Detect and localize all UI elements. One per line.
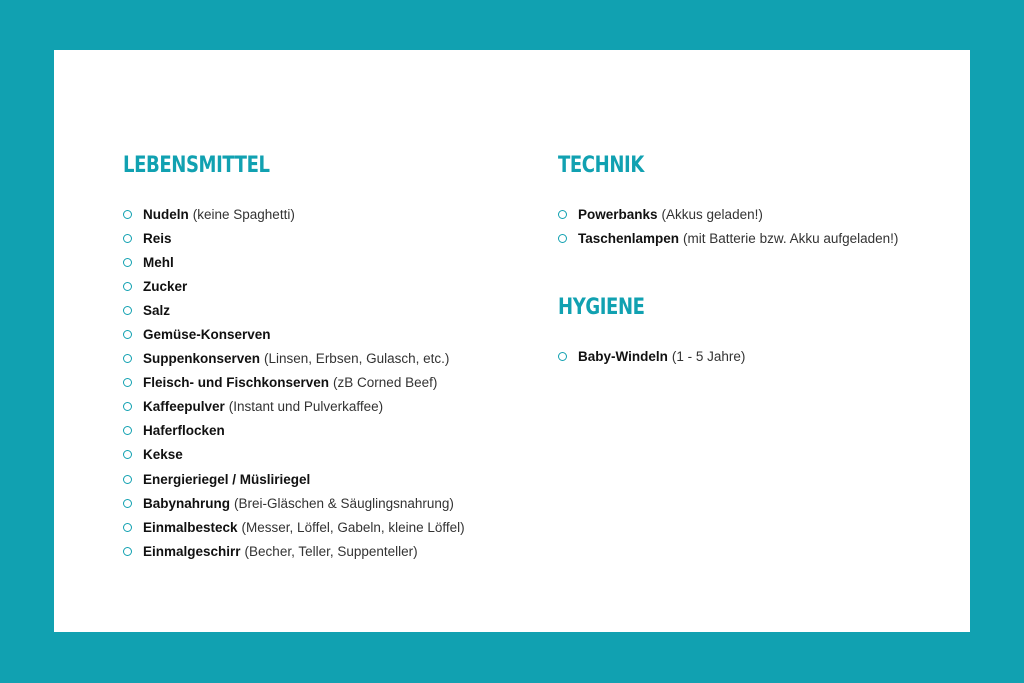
section-title-technik: TECHNIK [558, 153, 644, 178]
column-right [558, 154, 958, 368]
item-note: (Brei-Gläschen & Säuglingsnahrung) [234, 495, 454, 511]
item-name: Nudeln [143, 206, 189, 222]
item-name: Fleisch- und Fischkonserven [143, 375, 330, 391]
section-title-lebensmittel: LEBENSMITTEL [123, 153, 270, 178]
item-note: (mit Batterie bzw. Akku aufgeladen!) [683, 230, 899, 246]
circle-bullet-icon [123, 450, 132, 459]
item-note: (1 - 5 Jahre) [671, 348, 746, 364]
item-name: Energieriegel / Müsliriegel [143, 471, 311, 487]
circle-bullet-icon [123, 354, 132, 363]
section-spacer [558, 250, 958, 296]
item-note: (zB Corned Beef) [333, 375, 438, 391]
list-item [123, 395, 523, 419]
item-name: Salz [143, 302, 171, 318]
item-name: Powerbanks [578, 206, 658, 222]
circle-bullet-icon [123, 306, 132, 315]
list-technik [558, 202, 958, 250]
list-lebensmittel [123, 202, 523, 563]
item-name: Mehl [143, 254, 174, 270]
list-item [123, 515, 523, 539]
item-name: Taschenlampen [578, 230, 680, 246]
list-item [558, 202, 958, 226]
item-note: (keine Spaghetti) [192, 206, 295, 222]
circle-bullet-icon [123, 282, 132, 291]
list-item [123, 539, 523, 563]
list-item [123, 467, 523, 491]
list-item [123, 347, 523, 371]
item-name: Kaffeepulver [143, 399, 225, 415]
circle-bullet-icon [123, 499, 132, 508]
circle-bullet-icon [123, 210, 132, 219]
item-name: Haferflocken [143, 423, 225, 439]
item-name: Einmalbesteck [143, 519, 238, 535]
circle-bullet-icon [123, 234, 132, 243]
list-item [123, 226, 523, 250]
item-name: Suppenkonserven [143, 351, 261, 367]
checklist-card [54, 50, 970, 632]
item-note: (Linsen, Erbsen, Gulasch, etc.) [264, 351, 450, 367]
list-item [123, 202, 523, 226]
item-name: Kekse [143, 447, 183, 463]
circle-bullet-icon [123, 547, 132, 556]
item-name: Zucker [143, 278, 188, 294]
list-item [123, 419, 523, 443]
circle-bullet-icon [123, 426, 132, 435]
circle-bullet-icon [123, 523, 132, 532]
list-item [123, 443, 523, 467]
item-name: Gemüse-Konserven [143, 327, 271, 343]
circle-bullet-icon [558, 352, 567, 361]
section-title-hygiene: HYGIENE [558, 295, 645, 321]
list-item [558, 344, 958, 368]
list-item [123, 491, 523, 515]
list-hygiene [558, 344, 958, 368]
item-name: Reis [143, 230, 172, 246]
item-name: Baby-Windeln [578, 348, 668, 364]
circle-bullet-icon [123, 330, 132, 339]
item-note: (Akkus geladen!) [661, 206, 763, 222]
list-item [123, 371, 523, 395]
item-note: (Messer, Löffel, Gabeln, kleine Löffel) [241, 519, 465, 535]
item-name: Babynahrung [143, 495, 231, 511]
list-item [123, 250, 523, 274]
circle-bullet-icon [558, 210, 567, 219]
item-note: (Becher, Teller, Suppenteller) [244, 543, 418, 559]
list-item [123, 298, 523, 322]
circle-bullet-icon [123, 378, 132, 387]
list-item [558, 226, 958, 250]
item-name: Einmalgeschirr [143, 543, 241, 559]
list-item [123, 274, 523, 298]
circle-bullet-icon [123, 475, 132, 484]
circle-bullet-icon [123, 402, 132, 411]
item-note: (Instant und Pulverkaffee) [228, 399, 384, 415]
circle-bullet-icon [558, 234, 567, 243]
column-left [123, 154, 523, 563]
list-item [123, 322, 523, 346]
circle-bullet-icon [123, 258, 132, 267]
